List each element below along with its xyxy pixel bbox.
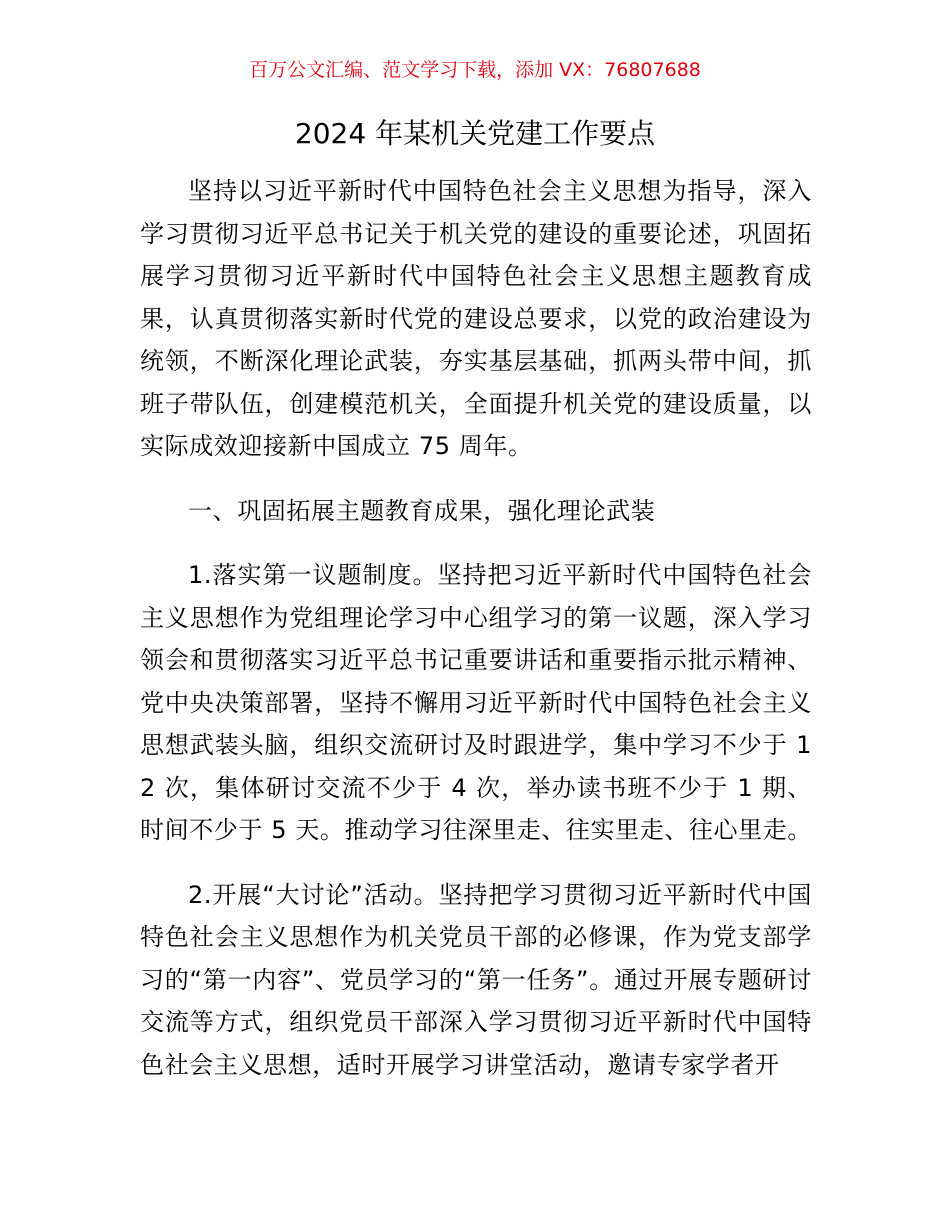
document-body xyxy=(140,170,812,1086)
item-paragraph-1: 1.落实第一议题制度。坚持把习近平新时代中国特色社会主义思想作为党组理论学习中心组学习的第一议题，深入学习领会和贯彻落实习近平总书记重要讲话和重要指示批示精神、党中央决策部署，坚持不懈用习近平新时代中国特色社会主义思想武装头脑，组织交流研讨及时跟进学，集中学习不少于 12 次，集体研讨交流不少于 4 次，举办读书班不少于 1 期、时间不少于 5 天。推动学习往深里走、往实里走、往心里走。 xyxy=(140,561,812,844)
document-title: 2024 年某机关党建工作要点 xyxy=(294,117,656,150)
section-heading-1: 一、巩固拓展主题教育成果，强化理论武装 xyxy=(188,496,656,525)
item-paragraph-2: 2.开展“大讨论”活动。坚持把学习贯彻习近平新时代中国特色社会主义思想作为机关党员干部的必修课，作为党支部学习的“第一内容”、党员学习的“第一任务”。通过开展专题研讨交流等方式，组织党员干部深入学习贯彻习近平新时代中国特色社会主义思想，适时开展学习讲堂活动，邀请专家学者开 xyxy=(140,880,812,1079)
header-promo-note: 百万公文汇编、范文学习下载，添加 VX：76807688 xyxy=(249,59,701,81)
intro-paragraph: 坚持以习近平新时代中国特色社会主义思想为指导，深入学习贯彻习近平总书记关于机关党的建设的重要论述，巩固拓展学习贯彻习近平新时代中国特色社会主义思想主题教育成果，认真贯彻落实新时代党的建设总要求，以党的政治建设为统领，不断深化理论武装，夯实基层基础，抓两头带中间，抓班子带队伍，创建模范机关，全面提升机关党的建设质量，以实际成效迎接新中国成立 75 周年。 xyxy=(140,177,812,460)
